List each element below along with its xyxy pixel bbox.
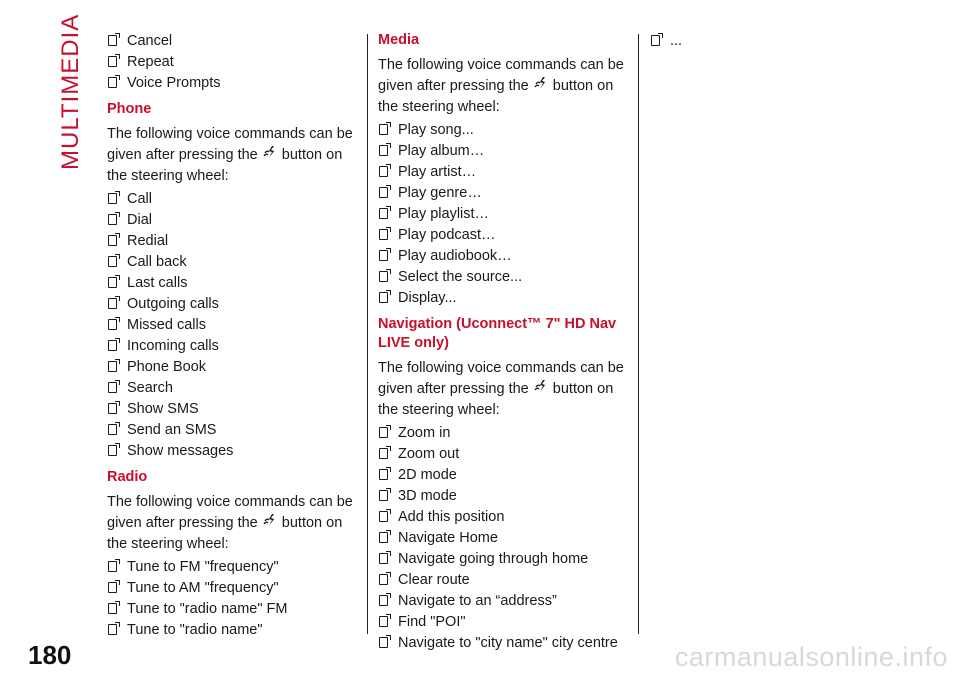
list-item — [378, 120, 628, 141]
list-item-label: Navigate to "city name" city centre — [398, 635, 618, 651]
checkbox-bullet-icon — [379, 616, 388, 627]
checkbox-bullet-icon — [108, 256, 117, 267]
list-item-label: Display... — [398, 290, 457, 306]
list-item — [378, 204, 628, 225]
radio-intro — [107, 492, 357, 555]
checkbox-bullet-icon — [108, 214, 117, 225]
list-item — [107, 557, 357, 578]
watermark: carmanualsonline.info — [674, 642, 948, 672]
list-item-label: Cancel — [127, 33, 173, 49]
column-1 — [107, 31, 357, 641]
checkbox-bullet-icon — [108, 603, 117, 614]
list-item-label: Clear route — [398, 572, 470, 588]
list-item — [378, 528, 628, 549]
list-item — [378, 183, 628, 204]
list-item-label: Dial — [127, 212, 152, 228]
list-item-label: Call back — [127, 254, 187, 270]
intro-text: The following voice commands can be given after pressing the — [378, 360, 624, 397]
heading-media: Media — [378, 32, 420, 48]
list-item-label: Outgoing calls — [127, 296, 219, 312]
phone-intro — [107, 124, 357, 187]
media-intro — [378, 55, 628, 118]
checkbox-bullet-icon — [379, 145, 388, 156]
checkbox-bullet-icon — [108, 193, 117, 204]
checkbox-bullet-icon — [108, 403, 117, 414]
checkbox-bullet-icon — [108, 582, 117, 593]
list-item — [107, 189, 357, 210]
list-item-label: Select the source... — [398, 269, 523, 285]
column-2 — [378, 31, 628, 654]
list-item-label: Zoom in — [398, 425, 451, 441]
navigation-intro — [378, 358, 628, 421]
list-item — [378, 423, 628, 444]
checkbox-bullet-icon — [379, 532, 388, 543]
checkbox-bullet-icon — [379, 187, 388, 198]
list-item-label: Send an SMS — [127, 422, 217, 438]
list-item-label: Incoming calls — [127, 338, 219, 354]
column-3 — [650, 31, 900, 52]
heading-radio: Radio — [107, 469, 148, 485]
checkbox-bullet-icon — [379, 427, 388, 438]
list-item-label: Play audiobook… — [398, 248, 512, 264]
list-item-label: Play genre… — [398, 185, 482, 201]
checkbox-bullet-icon — [108, 340, 117, 351]
list-item — [378, 612, 628, 633]
checkbox-bullet-icon — [379, 124, 388, 135]
list-item — [107, 620, 357, 641]
list-item-label: Play artist… — [398, 164, 477, 180]
voice-command-icon — [533, 379, 549, 395]
checkbox-bullet-icon — [108, 561, 117, 572]
list-item — [378, 288, 628, 309]
list-item-label: Find "POI" — [398, 614, 466, 630]
intro-text: The following voice commands can be given after pressing the — [107, 126, 353, 163]
checkbox-bullet-icon — [108, 35, 117, 46]
list-item-label: Navigate to an “address” — [398, 593, 557, 609]
list-item-label: Tune to FM "frequency" — [127, 559, 279, 575]
voice-command-icon — [262, 513, 278, 529]
list-item — [107, 578, 357, 599]
list-item — [378, 267, 628, 288]
heading-phone: Phone — [107, 101, 152, 117]
list-item-label: Repeat — [127, 54, 174, 70]
checkbox-bullet-icon — [379, 271, 388, 282]
intro-text: The following voice commands can be given after pressing the — [107, 494, 353, 531]
list-item-label: Redial — [127, 233, 169, 249]
list-item-label: Last calls — [127, 275, 188, 291]
checkbox-bullet-icon — [108, 361, 117, 372]
list-item-label: Tune to AM "frequency" — [127, 580, 279, 596]
list-item — [107, 378, 357, 399]
page-number: 180 — [28, 640, 72, 670]
list-item — [378, 591, 628, 612]
list-item — [107, 273, 357, 294]
list-item — [107, 231, 357, 252]
list-item — [107, 294, 357, 315]
voice-command-icon — [262, 145, 278, 161]
intro-text-end: button on the steering wheel: — [378, 78, 614, 115]
list-item — [107, 31, 357, 52]
checkbox-bullet-icon — [379, 292, 388, 303]
intro-text: The following voice commands can be given after pressing the — [378, 57, 624, 94]
intro-text-end: button on the steering wheel: — [107, 147, 343, 184]
list-item — [107, 399, 357, 420]
checkbox-bullet-icon — [379, 448, 388, 459]
list-item-label: ... — [670, 33, 683, 49]
list-item — [378, 444, 628, 465]
list-item — [378, 570, 628, 591]
checkbox-bullet-icon — [108, 277, 117, 288]
list-item — [107, 336, 357, 357]
list-item-label: Play song... — [398, 122, 474, 138]
list-item — [107, 441, 357, 462]
list-item — [107, 420, 357, 441]
heading-navigation-line2: LIVE only) — [378, 335, 449, 351]
list-item-label: Play album… — [398, 143, 485, 159]
checkbox-bullet-icon — [108, 319, 117, 330]
list-item — [378, 225, 628, 246]
checkbox-bullet-icon — [379, 511, 388, 522]
heading-navigation-line1: Navigation (Uconnect™ 7" HD Nav — [378, 316, 617, 332]
list-item — [378, 549, 628, 570]
checkbox-bullet-icon — [108, 56, 117, 67]
list-item — [650, 31, 900, 52]
list-item — [107, 315, 357, 336]
list-item-label: Navigate Home — [398, 530, 498, 546]
checkbox-bullet-icon — [379, 229, 388, 240]
list-item — [378, 486, 628, 507]
list-item — [378, 465, 628, 486]
list-item — [378, 141, 628, 162]
list-item — [378, 162, 628, 183]
list-item-label: Tune to "radio name" FM — [127, 601, 288, 617]
intro-text-end: button on the steering wheel: — [107, 515, 343, 552]
list-item — [378, 507, 628, 528]
column-divider-2 — [638, 34, 639, 634]
list-item-label: Play playlist… — [398, 206, 490, 222]
checkbox-bullet-icon — [379, 553, 388, 564]
intro-text-end: button on the steering wheel: — [378, 381, 614, 418]
checkbox-bullet-icon — [379, 166, 388, 177]
list-item-label: Search — [127, 380, 173, 396]
column-divider-1 — [367, 34, 368, 634]
list-item-label: Show messages — [127, 443, 234, 459]
list-item-label: Play podcast… — [398, 227, 496, 243]
list-item-label: Voice Prompts — [127, 75, 221, 91]
list-item-label: Phone Book — [127, 359, 207, 375]
section-title-text: MULTIMEDIA — [57, 13, 84, 170]
checkbox-bullet-icon — [108, 445, 117, 456]
list-item — [378, 246, 628, 267]
checkbox-bullet-icon — [108, 77, 117, 88]
list-item-label: Add this position — [398, 509, 505, 525]
list-item — [107, 210, 357, 231]
checkbox-bullet-icon — [379, 574, 388, 585]
list-item-label: Navigate going through home — [398, 551, 589, 567]
checkbox-bullet-icon — [379, 469, 388, 480]
list-item-label: 2D mode — [398, 467, 457, 483]
list-item — [107, 252, 357, 273]
list-item-label: Call — [127, 191, 152, 207]
list-item — [378, 633, 628, 654]
list-item-label: Zoom out — [398, 446, 460, 462]
list-item — [107, 52, 357, 73]
checkbox-bullet-icon — [379, 637, 388, 648]
checkbox-bullet-icon — [379, 208, 388, 219]
list-item — [107, 599, 357, 620]
list-item-label: Tune to "radio name" — [127, 622, 263, 638]
checkbox-bullet-icon — [108, 382, 117, 393]
checkbox-bullet-icon — [108, 624, 117, 635]
list-item-label: 3D mode — [398, 488, 457, 504]
section-title — [57, 13, 84, 170]
checkbox-bullet-icon — [379, 250, 388, 261]
checkbox-bullet-icon — [651, 35, 660, 46]
voice-command-icon — [533, 76, 549, 92]
checkbox-bullet-icon — [379, 595, 388, 606]
checkbox-bullet-icon — [108, 235, 117, 246]
list-item-label: Missed calls — [127, 317, 206, 333]
checkbox-bullet-icon — [108, 298, 117, 309]
checkbox-bullet-icon — [379, 490, 388, 501]
heading-navigation — [378, 315, 628, 353]
list-item-label: Show SMS — [127, 401, 199, 417]
list-item — [107, 73, 357, 94]
checkbox-bullet-icon — [108, 424, 117, 435]
list-item — [107, 357, 357, 378]
